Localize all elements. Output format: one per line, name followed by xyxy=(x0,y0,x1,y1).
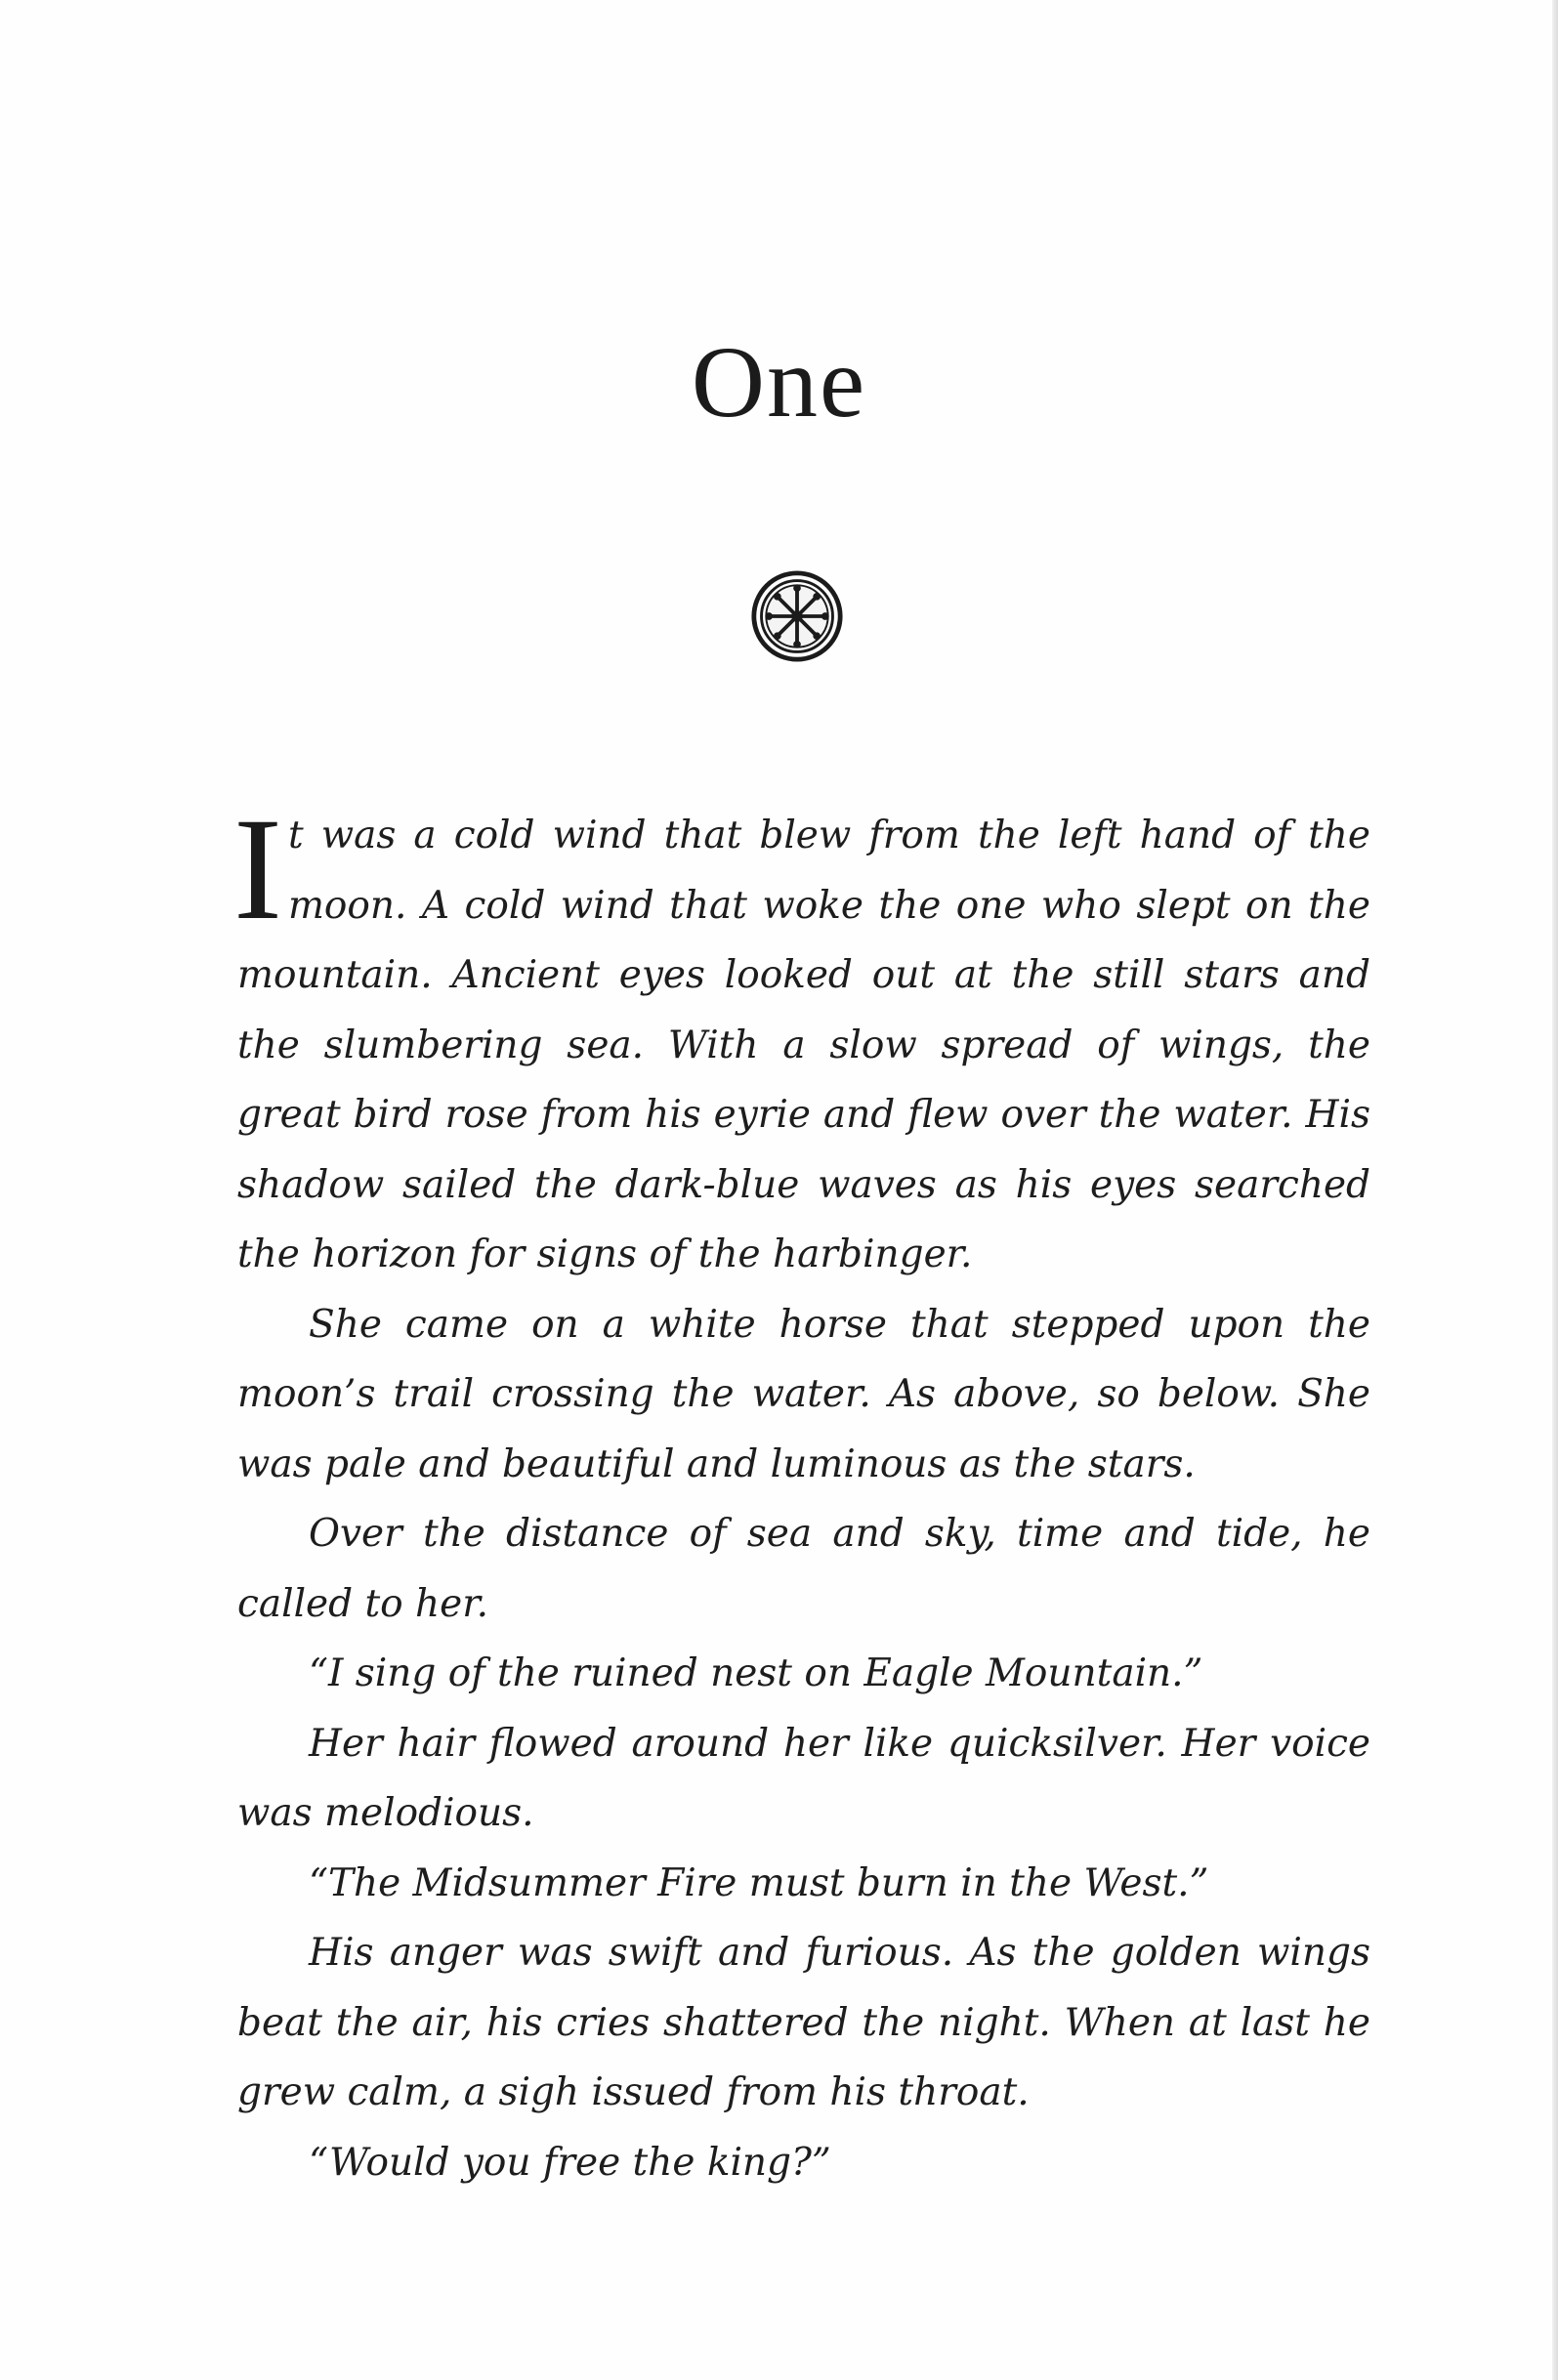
paragraph: “The Midsummer Fire must burn in the West.” xyxy=(309,1860,1209,1905)
paragraph xyxy=(233,788,1370,1290)
compass-star-ornament-icon xyxy=(750,569,844,663)
paragraph-text: t was a cold wind that blew from the left hand of the moon. A cold wind that woke the one who slept on the mountain. Ancient eyes looked out at the still stars and the slumbering sea. With a slow spread of wings, the great bird rose from his eyrie and flew over the water. His shadow sailed the dark-blue waves as his eyes searched the horizon for signs of the harbinger. xyxy=(237,814,1370,1276)
drop-cap: I xyxy=(233,788,282,950)
paragraph: Her hair flowed around her like quicksilver. Her voice was melodious. xyxy=(237,1721,1370,1835)
paragraph: Over the distance of sea and sky, time and tide, he called to her. xyxy=(237,1512,1370,1626)
chapter-title: One xyxy=(691,326,867,438)
chapter-body xyxy=(233,788,1370,2197)
paragraph: She came on a white horse that stepped upon the moon’s trail crossing the water. As above, so below. She was pale and beautiful and luminous as the stars. xyxy=(237,1302,1370,1486)
paragraph: His anger was swift and furious. As the golden wings beat the air, his cries shattered the night. When at last he grew calm, a sigh issued from his throat. xyxy=(237,1931,1370,2114)
paragraph: “Would you free the king?” xyxy=(309,2140,831,2185)
paragraph: “I sing of the ruined nest on Eagle Mountain.” xyxy=(309,1651,1203,1695)
